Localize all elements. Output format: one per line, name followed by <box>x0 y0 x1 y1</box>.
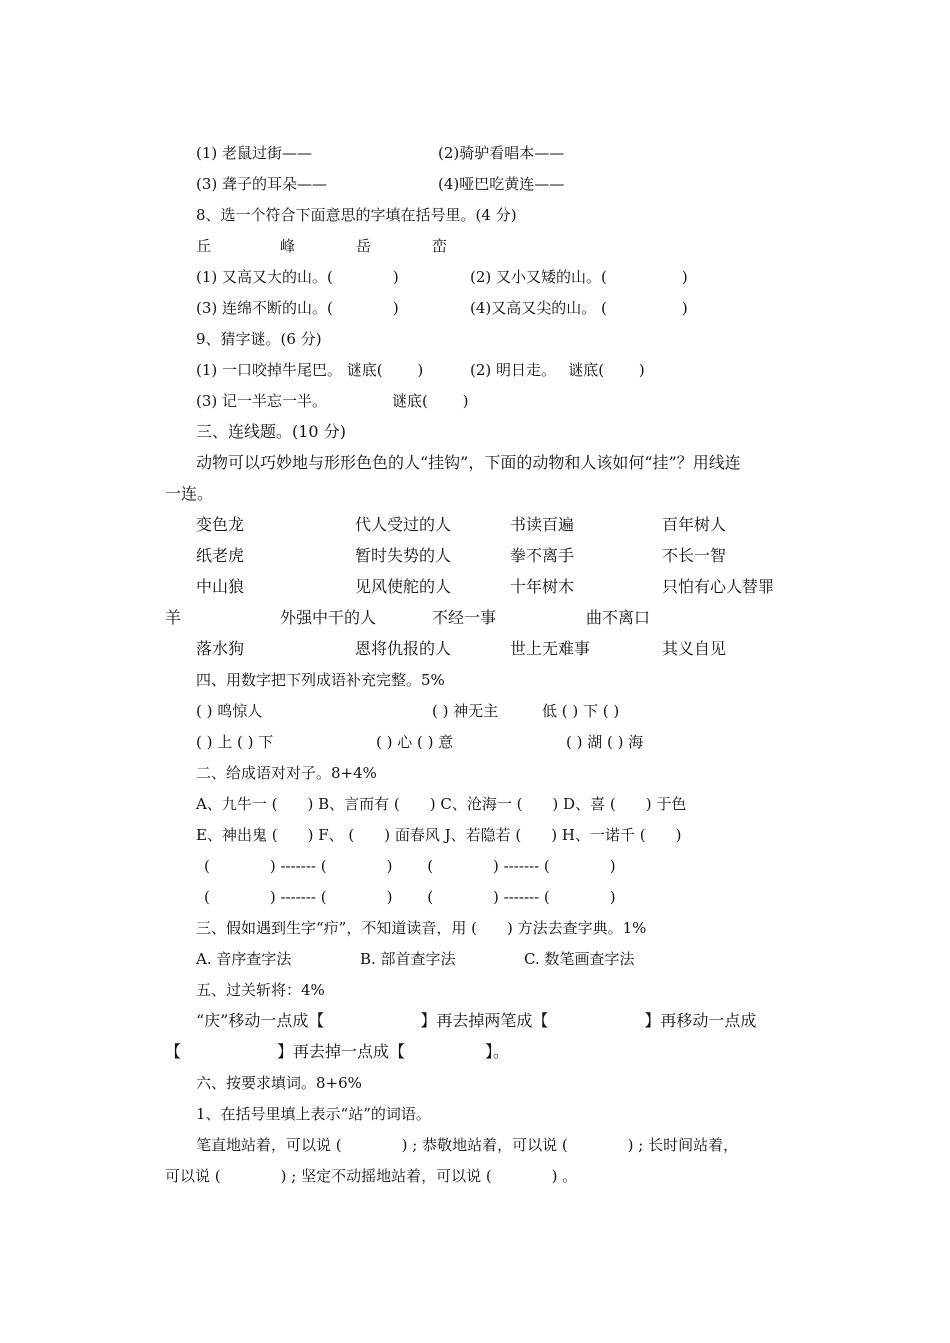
s3-intro-1: 动物可以巧妙地与形形色色的人“挂钩”，下面的动物和人该如何“挂”？用线连 <box>196 453 741 472</box>
s2-line-2: E、神出鬼 ( ) F、 ( ) 面春风 J、若隐若 ( ) H、一诺千 ( ) <box>196 826 682 844</box>
s2-title: 二、给成语对对子。8+4% <box>196 764 377 782</box>
riddle-1: (1) 老鼠过街—— <box>196 144 313 162</box>
riddle-4: (4)哑巴吃黄连—— <box>438 175 565 193</box>
match-r1-c4: 百年树人 <box>662 515 727 534</box>
match-r4-c2: 外强中干的人 <box>280 608 377 627</box>
match-r5-c3: 世上无难事 <box>510 639 591 658</box>
match-r1-c2: 代人受过的人 <box>355 515 452 534</box>
q9-item-3: (3) 记一半忘一半。 <box>196 392 328 410</box>
q8-char-1: 丘 <box>196 237 212 255</box>
match-r5-c2: 恩将仇报的人 <box>355 639 452 658</box>
s3b-option-a: A. 音序查字法 <box>196 950 292 968</box>
q9-item-3-answer: 谜底( ) <box>392 392 469 410</box>
s3-title: 三、连线题。(10 分) <box>196 422 346 441</box>
match-r1-c1: 变色龙 <box>196 515 245 534</box>
q9-title: 9、猜字谜。(6 分) <box>196 330 322 348</box>
s3b-option-c: C. 数笔画查字法 <box>524 950 635 968</box>
s4-idiom-2: ( ) 神无主 <box>432 702 499 720</box>
s5-title: 五、过关斩将：4% <box>196 981 325 999</box>
q8-title: 8、选一个符合下面意思的字填在括号里。(4 分) <box>196 206 517 224</box>
s4-idiom-4: ( ) 上 ( ) 下 <box>196 733 274 751</box>
s2-pairs-1: ( ) ------- ( ) ( ) ------- ( ) <box>204 857 616 875</box>
match-r3-c2: 见风使舵的人 <box>355 577 452 596</box>
match-r4-c3: 不经一事 <box>432 608 497 627</box>
q8-item-1: (1) 又高又大的山。( ) <box>196 268 399 286</box>
s4-idiom-6: ( ) 湖 ( ) 海 <box>566 733 644 751</box>
match-r3-c3: 十年树木 <box>510 577 575 596</box>
match-r2-c1: 纸老虎 <box>196 546 245 565</box>
match-r3-c1: 中山狼 <box>196 577 245 596</box>
riddle-3: (3) 聋子的耳朵—— <box>196 175 328 193</box>
s4-idiom-5: ( ) 心 ( ) 意 <box>376 733 454 751</box>
s4-title: 四、用数字把下列成语补充完整。5% <box>196 671 445 689</box>
q8-char-4: 峦 <box>432 237 448 255</box>
s3-intro-2: 一连。 <box>165 484 214 503</box>
match-r2-c3: 拳不离手 <box>510 546 575 565</box>
match-r2-c4: 不长一智 <box>662 546 727 565</box>
s2-line-1: A、九牛一 ( ) B、言而有 ( ) C、沧海一 ( ) D、喜 ( ) 于色 <box>196 795 687 813</box>
q8-item-2: (2) 又小又矮的山。( ) <box>470 268 688 286</box>
match-r2-c2: 暂时失势的人 <box>355 546 452 565</box>
riddle-2: (2)骑驴看唱本—— <box>438 144 565 162</box>
match-r5-c4: 其义自见 <box>662 639 727 658</box>
q9-item-2: (2) 明日走。 谜底( ) <box>470 361 645 379</box>
s2-pairs-2: ( ) ------- ( ) ( ) ------- ( ) <box>204 888 616 906</box>
match-r4-c4: 曲不离口 <box>586 608 651 627</box>
s5-line-1: “庆”移动一点成【 】再去掉两笔成【 】再移动一点成 <box>196 1011 757 1030</box>
s6-subtitle: 1、在括号里填上表示“站”的词语。 <box>196 1105 431 1123</box>
q8-item-4: (4)又高又尖的山。 ( ) <box>470 299 688 317</box>
match-r5-c1: 落水狗 <box>196 639 245 658</box>
s6-line-1: 笔直地站着，可以说 ( ) ; 恭敬地站着，可以说 ( ) ; 长时间站着， <box>196 1136 739 1154</box>
s4-idiom-1: ( ) 鸣惊人 <box>196 702 263 720</box>
q8-char-2: 峰 <box>280 237 296 255</box>
q8-item-3: (3) 连绵不断的山。( ) <box>196 299 399 317</box>
q9-item-1: (1) 一口咬掉牛尾巴。 谜底( ) <box>196 361 424 379</box>
s6-line-2: 可以说 ( ) ; 坚定不动摇地站着，可以说 ( ) 。 <box>165 1167 578 1185</box>
s3b-option-b: B. 部首查字法 <box>360 950 456 968</box>
q8-char-3: 岳 <box>356 237 372 255</box>
match-r4-c1: 羊 <box>165 608 182 627</box>
s6-title: 六、按要求填词。8+6% <box>196 1074 362 1092</box>
match-r1-c3: 书读百遍 <box>510 515 575 534</box>
s5-line-2: 【 】再去掉一点成【 】。 <box>165 1042 510 1061</box>
s4-idiom-3: 低 ( ) 下 ( ) <box>542 702 620 720</box>
match-r3-c4: 只怕有心人替罪 <box>662 577 775 596</box>
s3b-title: 三、假如遇到生字“疖”，不知道读音，用 ( ) 方法去查字典。1% <box>196 919 647 937</box>
